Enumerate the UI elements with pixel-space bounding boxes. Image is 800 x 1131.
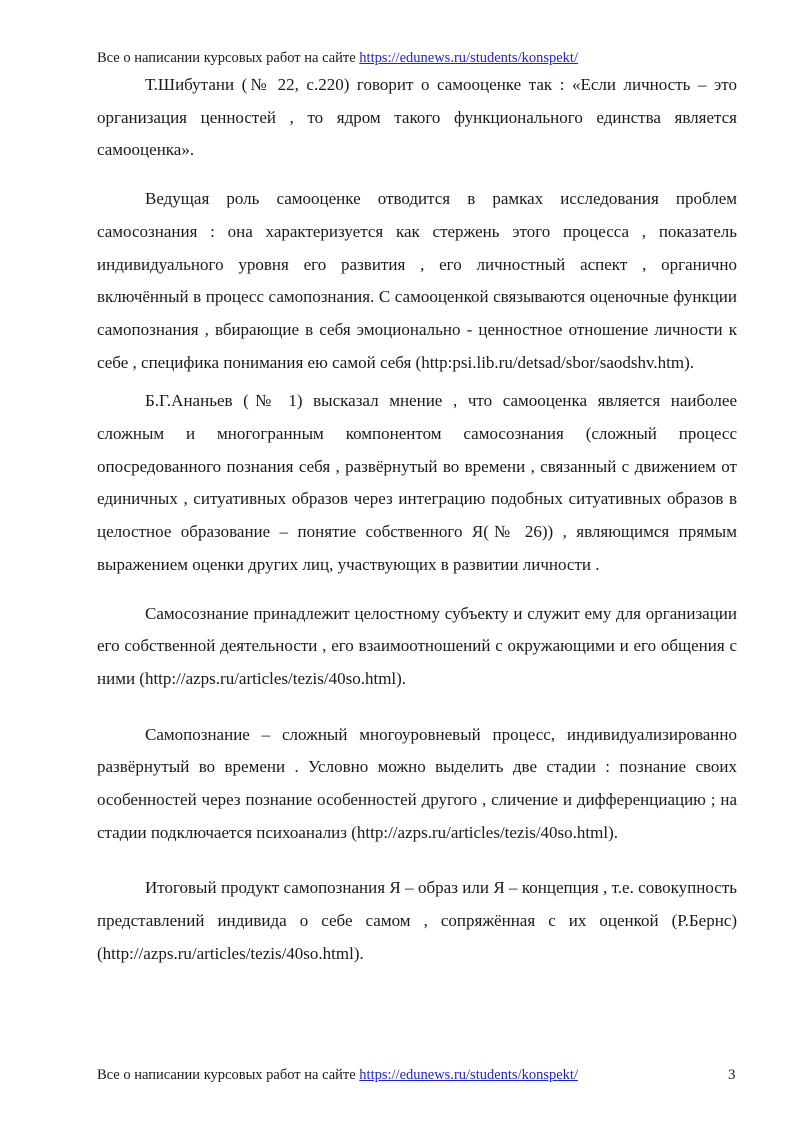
page-number: 3 [728,1067,736,1083]
paragraph-self-cognition: Самопознание – сложный многоуровневый процесс, индивидуализированно развёрнутый во времени . Условно можно выделить две стадии : познание своих особенностей через познание особенностей другого , сличение и дифференциацию ; на стадии подключается психоанализ (http://azps.ru/articles/tezis/40so.html). [97,724,737,842]
paragraph-ananiev: Б.Г.Ананьев (№ 1) высказал мнение , что самооценка является наиболее сложным и многогранным компонентом самосознания (сложный процесс опосредованного познания себя , развёрнутый во времени , связанный с движением от единичных , ситуативных образов через интеграцию подобных ситуативных образов в целостное образование – понятие собственного Я(№ 26)) , являющимся прямым выражением оценки других лиц, участвующих в развитии личности . [97,391,737,574]
paragraph-shibutani: Т.Шибутани (№ 22, с.220) говорит о самооценке так : «Если личность – это организация ценностей , то ядром такого функционального единства является самооценка». [97,75,737,160]
header-text: Все о написании курсовых работ на сайте [97,50,356,66]
document-body [97,69,737,971]
page-footer [97,1066,578,1084]
paragraph-final-product: Итоговый продукт самопознания Я – образ или Я – концепция , т.е. совокупность представлений индивида о себе самом , сопряжённая с их оценкой (Р.Бернс) (http://azps.ru/articles/tezis/40so.html). [97,878,737,963]
page-header [97,49,578,67]
footer-text: Все о написании курсовых работ на сайте [97,1067,356,1083]
header-link[interactable]: https://edunews.ru/students/konspekt/ [359,50,578,66]
paragraph-leading-role: Ведущая роль самооценке отводится в рамках исследования проблем самосознания : она характеризуется как стержень этого процесса , показатель индивидуального уровня его развития , его личностный аспект , органично включённый в процесс самопознания. С самооценкой связываются оценочные функции самопознания , вбирающие в себя эмоционально - ценностное отношение личности к себе , специфика понимания ею самой себя (http:psi.lib.ru/detsad/sbor/saodshv.htm). [97,189,737,372]
footer-link[interactable]: https://edunews.ru/students/konspekt/ [359,1067,578,1083]
paragraph-self-consciousness: Самосознание принадлежит целостному субъекту и служит ему для организации его собственной деятельности , его взаимоотношений с окружающими и его общения с ними (http://azps.ru/articles/tezis/40so.html). [97,603,737,688]
